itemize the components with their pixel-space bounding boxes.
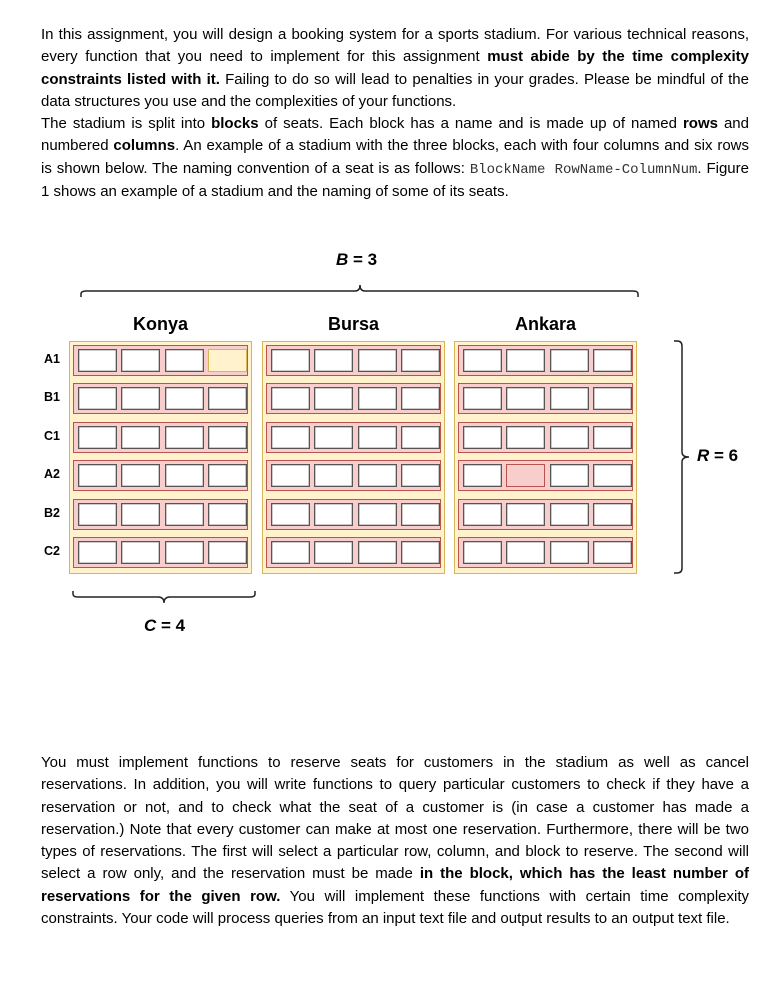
seat	[401, 503, 440, 526]
seat	[506, 541, 545, 564]
seat	[165, 464, 204, 487]
text: of seats. Each block has a name and is made up of named	[258, 115, 683, 132]
seat-row-b1	[458, 383, 633, 414]
seat	[506, 387, 545, 410]
seat	[550, 387, 589, 410]
b-count-label: B = 3	[336, 250, 378, 269]
seat-row-c2	[73, 537, 248, 568]
seat-naming-code: BlockName RowName-ColumnNum	[469, 161, 698, 178]
row-label-a2: A2	[44, 467, 60, 482]
seat	[463, 426, 502, 449]
seat	[550, 349, 589, 372]
seat-row-a2	[266, 460, 441, 491]
seat	[165, 541, 204, 564]
seat	[271, 349, 310, 372]
seat	[358, 541, 397, 564]
seat	[208, 387, 247, 410]
seat	[550, 464, 589, 487]
seat-row-a2	[73, 460, 248, 491]
seat	[314, 503, 353, 526]
seat	[593, 349, 632, 372]
seat	[121, 541, 160, 564]
seat	[358, 503, 397, 526]
seat	[165, 426, 204, 449]
seat	[78, 464, 117, 487]
seat	[78, 349, 117, 372]
seat-row-b2	[73, 499, 248, 530]
seat	[358, 349, 397, 372]
seat-row-a1	[266, 345, 441, 376]
seat	[165, 387, 204, 410]
block-name-ankara: Ankara	[514, 314, 577, 334]
seat-row-a1	[458, 345, 633, 376]
seat	[401, 541, 440, 564]
seat	[550, 541, 589, 564]
seat	[121, 464, 160, 487]
bold-text: blocks	[211, 115, 259, 132]
seat	[506, 349, 545, 372]
seat	[271, 464, 310, 487]
seat	[358, 464, 397, 487]
seat	[78, 426, 117, 449]
seat	[271, 541, 310, 564]
seat-row-b2	[458, 499, 633, 530]
seat	[506, 503, 545, 526]
seat	[165, 349, 204, 372]
seat	[78, 541, 117, 564]
top-brace-icon	[80, 281, 640, 301]
seat	[401, 387, 440, 410]
seat-row-a2	[458, 460, 633, 491]
seat	[271, 387, 310, 410]
seat	[165, 503, 204, 526]
row-label-b2: B2	[44, 505, 60, 520]
seat	[401, 464, 440, 487]
seat-row-b2	[266, 499, 441, 530]
block-name-konya: Konya	[132, 314, 188, 334]
text: and numbered	[41, 115, 749, 155]
text: You must implement functions to reserve seats for customers in the stadium as well as cancel reservations. In addition, you will write functions to query particular customers to check if they have a reservation or not, and to check what the seat of a customer is (in case a customer has made a reservation.) Note that every customer can make at most one reservation. Furthermore, there will be two types of reservations. The first will select a particular row, column, and block to reserve. The second will select a row only, and the reservation must be made	[41, 754, 749, 883]
stadium-description-paragraph	[41, 113, 749, 203]
bold-text: columns	[113, 137, 176, 155]
seat	[78, 503, 117, 526]
seat-row-c1	[266, 422, 441, 453]
seat	[121, 503, 160, 526]
text: You will implement these functions with certain time complexity constraints. Your code will process queries from an input text file and output results to an output text file.	[41, 887, 749, 928]
seat	[314, 464, 353, 487]
seat	[78, 387, 117, 410]
seat	[208, 426, 247, 449]
seat	[271, 503, 310, 526]
seat-row-c1	[73, 422, 248, 453]
seat	[550, 503, 589, 526]
seat	[550, 426, 589, 449]
row-label-b1: B1	[44, 390, 60, 405]
seat-row-b1	[266, 383, 441, 414]
bottom-brace-icon	[72, 590, 257, 610]
seat	[506, 426, 545, 449]
seat	[593, 464, 632, 487]
seat	[121, 349, 160, 372]
text: . Figure 1 shows an example of a stadium and the naming of some of its seats.	[41, 159, 749, 200]
seat	[314, 426, 353, 449]
row-label-c2: C2	[44, 544, 60, 558]
row-label-a1: A1	[44, 352, 60, 366]
seat	[314, 541, 353, 564]
seat	[358, 426, 397, 449]
seat-row-a1	[73, 345, 248, 376]
right-brace-icon	[673, 340, 693, 576]
seat	[401, 426, 440, 449]
seat	[208, 541, 247, 564]
seat	[401, 349, 440, 372]
row-label-c1: C1	[44, 428, 60, 443]
seat	[463, 541, 502, 564]
seat	[208, 503, 247, 526]
seat	[593, 387, 632, 410]
seat	[463, 349, 502, 372]
seat-highlighted-red	[506, 464, 545, 487]
requirements-paragraph	[41, 752, 749, 930]
seat-row-c2	[266, 537, 441, 568]
seat-row-b1	[73, 383, 248, 414]
intro-paragraph	[41, 24, 749, 113]
block-konya	[69, 341, 252, 574]
c-count-label: C = 4	[144, 616, 186, 635]
seat	[463, 464, 502, 487]
text: The stadium is split into	[41, 115, 212, 132]
r-count-label: R = 6	[697, 446, 739, 465]
seat	[314, 349, 353, 372]
text: Failing to do so will lead to penalties in your grades. Please be mindful of the data structures you use and the complexities of your functions.	[41, 70, 749, 110]
seat-row-c2	[458, 537, 633, 568]
bold-text: rows	[682, 115, 718, 132]
seat	[463, 503, 502, 526]
seat	[121, 426, 160, 449]
seat	[314, 387, 353, 410]
seat	[593, 426, 632, 449]
seat	[593, 503, 632, 526]
block-bursa	[262, 341, 445, 574]
seat	[358, 387, 397, 410]
seat	[121, 387, 160, 410]
seat	[463, 387, 502, 410]
text: In this assignment, you will design a booking system for a sports stadium. For various technical reasons, every function that you need to implement for this assignment	[41, 26, 749, 66]
seat	[208, 464, 247, 487]
block-name-bursa: Bursa	[327, 314, 380, 334]
seat	[593, 541, 632, 564]
seat	[271, 426, 310, 449]
seat-highlighted-yellow	[208, 349, 247, 372]
bold-text: must abide by the time complexity constraints listed with it.	[41, 48, 749, 88]
text: . An example of a stadium with the three blocks, each with four columns and six rows is shown below. The naming convention of a seat is as follows:	[41, 137, 749, 177]
seat-row-c1	[458, 422, 633, 453]
bold-text: in the block, which has the least number of reservations for the given row.	[41, 865, 749, 905]
block-ankara	[454, 341, 637, 574]
